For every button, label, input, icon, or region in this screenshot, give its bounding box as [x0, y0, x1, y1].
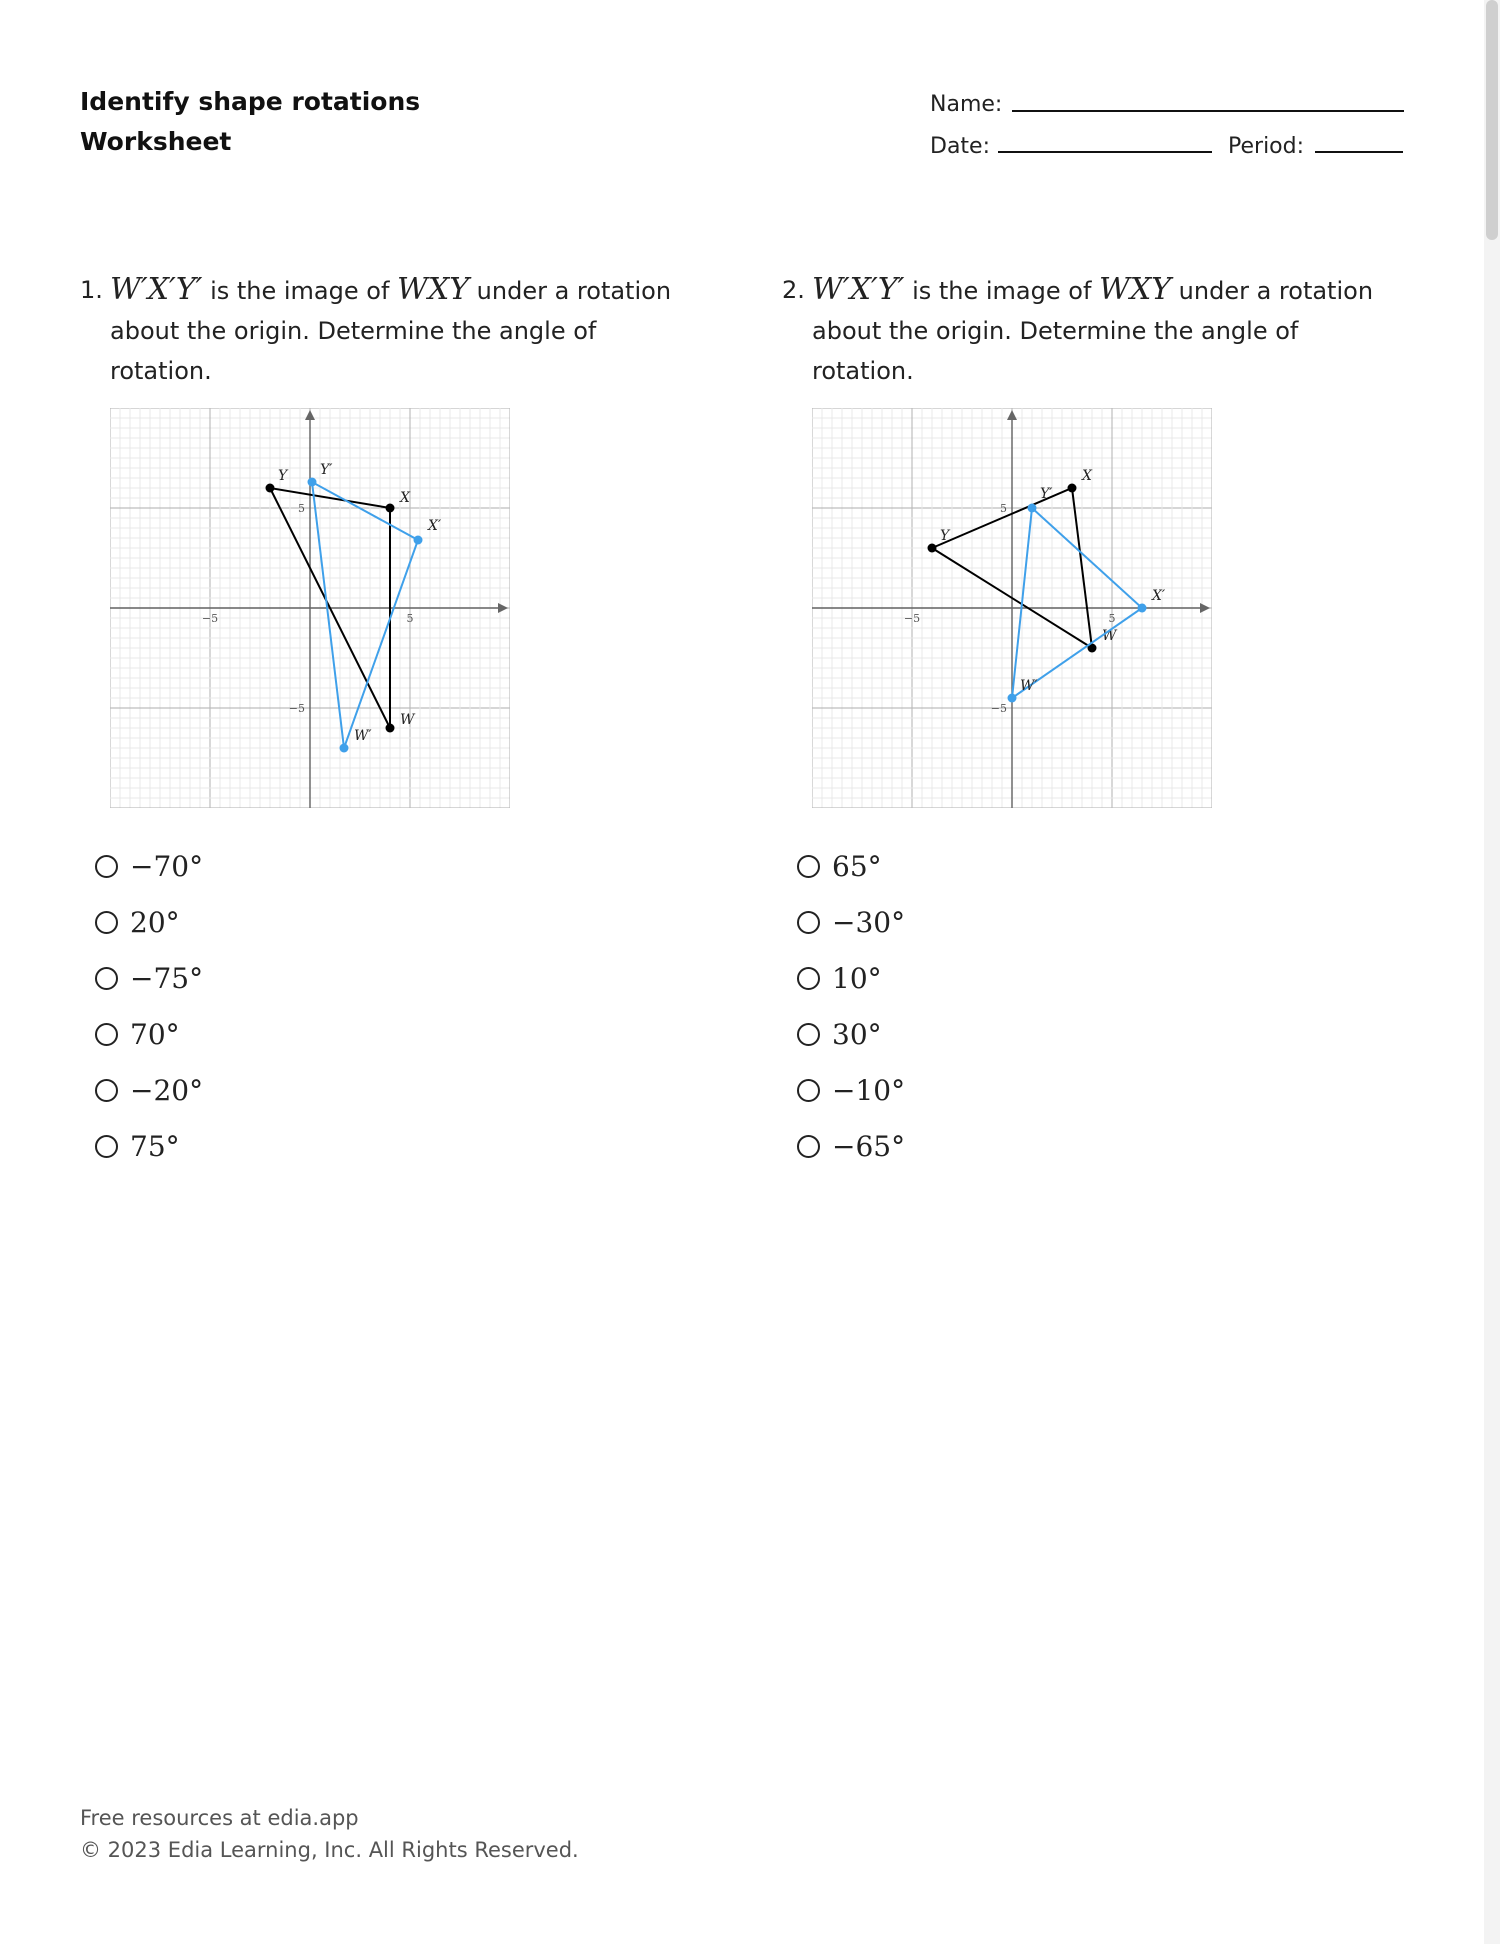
- worksheet-title-line2: Worksheet: [80, 127, 232, 156]
- image-vertex-point: [308, 478, 317, 487]
- answer-choice-label: −30°: [832, 905, 906, 939]
- question-2-choices: [782, 838, 905, 1174]
- question-2-text: [812, 270, 1402, 391]
- image-vertex-label: W′: [1020, 678, 1038, 694]
- image-vertex-point: [1008, 694, 1017, 703]
- radio-button[interactable]: [95, 967, 118, 990]
- radio-button[interactable]: [797, 1135, 820, 1158]
- question-2-graph: [812, 408, 1212, 808]
- answer-choice-label: −70°: [130, 849, 204, 883]
- x-tick-label: 5: [1108, 612, 1116, 625]
- original-vertex-label: W: [400, 712, 415, 728]
- footer-resources: Free resources at edia.app: [80, 1806, 359, 1830]
- question-2-original-label: WXY: [1099, 272, 1172, 307]
- question-2-image-label: W′X′Y′: [812, 272, 905, 307]
- radio-button[interactable]: [797, 911, 820, 934]
- question-2: [782, 270, 1402, 391]
- answer-choice[interactable]: [80, 1062, 203, 1118]
- worksheet-title: [80, 82, 420, 162]
- original-vertex-point: [386, 504, 395, 513]
- answer-choice-label: 20°: [130, 905, 180, 939]
- y-tick-label: 5: [298, 502, 305, 515]
- answer-choice[interactable]: [80, 894, 203, 950]
- name-field-line[interactable]: [1012, 110, 1404, 112]
- question-1-graph: [110, 408, 510, 808]
- original-vertex-label: W: [1102, 628, 1117, 644]
- radio-button[interactable]: [797, 1023, 820, 1046]
- scrollbar-track[interactable]: [1484, 0, 1500, 1944]
- y-tick-label: −5: [990, 702, 1007, 715]
- original-vertex-label: Y: [940, 528, 950, 544]
- image-vertex-label: Y′: [1040, 486, 1053, 502]
- answer-choice[interactable]: [80, 838, 203, 894]
- name-label: Name:: [930, 92, 1003, 117]
- image-vertex-point: [340, 744, 349, 753]
- answer-choice[interactable]: [80, 950, 203, 1006]
- question-2-text-end: under a rotation about the origin. Determine the angle of rotation.: [812, 277, 1374, 385]
- y-tick-label: 5: [1000, 502, 1007, 515]
- radio-button[interactable]: [797, 1079, 820, 1102]
- answer-choice[interactable]: [80, 1006, 203, 1062]
- original-vertex-point: [928, 544, 937, 553]
- image-vertex-label: X′: [1152, 588, 1166, 604]
- answer-choice-label: 30°: [832, 1017, 882, 1051]
- date-label: Date:: [930, 134, 990, 159]
- original-vertex-label: X: [1082, 468, 1092, 484]
- image-vertex-point: [1028, 504, 1037, 513]
- x-tick-label: −5: [201, 612, 219, 625]
- answer-choice-label: 10°: [832, 961, 882, 995]
- original-vertex-point: [266, 484, 275, 493]
- answer-choice[interactable]: [782, 950, 905, 1006]
- radio-button[interactable]: [797, 855, 820, 878]
- original-vertex-point: [386, 724, 395, 733]
- radio-button[interactable]: [95, 1135, 118, 1158]
- period-label: Period:: [1228, 134, 1305, 159]
- answer-choice-label: −20°: [130, 1073, 204, 1107]
- answer-choice[interactable]: [782, 1006, 905, 1062]
- date-field-line[interactable]: [998, 151, 1212, 153]
- radio-button[interactable]: [797, 967, 820, 990]
- footer: [80, 1802, 579, 1866]
- answer-choice-label: 70°: [130, 1017, 180, 1051]
- period-field-line[interactable]: [1315, 151, 1403, 153]
- question-1-text-end: under a rotation about the origin. Determine the angle of rotation.: [110, 277, 672, 385]
- radio-button[interactable]: [95, 1023, 118, 1046]
- question-1-text-mid: is the image of: [202, 277, 398, 305]
- original-vertex-point: [1068, 484, 1077, 493]
- image-vertex-label: Y′: [320, 462, 333, 478]
- answer-choice-label: 75°: [130, 1129, 180, 1163]
- original-vertex-label: Y: [278, 468, 288, 484]
- image-vertex-label: X′: [428, 518, 442, 534]
- radio-button[interactable]: [95, 911, 118, 934]
- x-tick-label: −5: [903, 612, 921, 625]
- answer-choice[interactable]: [80, 1118, 203, 1174]
- answer-choice-label: 65°: [832, 849, 882, 883]
- radio-button[interactable]: [95, 855, 118, 878]
- question-2-text-mid: is the image of: [904, 277, 1100, 305]
- image-vertex-point: [1138, 604, 1147, 613]
- question-1-image-label: W′X′Y′: [110, 272, 203, 307]
- answer-choice[interactable]: [782, 894, 905, 950]
- answer-choice-label: −65°: [832, 1129, 906, 1163]
- x-tick-label: 5: [406, 612, 414, 625]
- original-vertex-label: X: [400, 490, 410, 506]
- image-vertex-label: W′: [354, 728, 372, 744]
- question-1-text: [110, 270, 700, 391]
- question-1: [80, 270, 700, 391]
- answer-choice[interactable]: [782, 1118, 905, 1174]
- question-1-original-label: WXY: [397, 272, 470, 307]
- question-1-choices: [80, 838, 203, 1174]
- footer-copyright: © 2023 Edia Learning, Inc. All Rights Reserved.: [80, 1838, 579, 1862]
- y-tick-label: −5: [288, 702, 305, 715]
- answer-choice-label: −75°: [130, 961, 204, 995]
- question-1-number: 1.: [80, 276, 103, 304]
- worksheet-title-line1: Identify shape rotations: [80, 87, 421, 116]
- answer-choice[interactable]: [782, 838, 905, 894]
- answer-choice[interactable]: [782, 1062, 905, 1118]
- image-vertex-point: [414, 536, 423, 545]
- scrollbar-thumb[interactable]: [1486, 0, 1498, 240]
- radio-button[interactable]: [95, 1079, 118, 1102]
- answer-choice-label: −10°: [832, 1073, 906, 1107]
- question-2-number: 2.: [782, 276, 805, 304]
